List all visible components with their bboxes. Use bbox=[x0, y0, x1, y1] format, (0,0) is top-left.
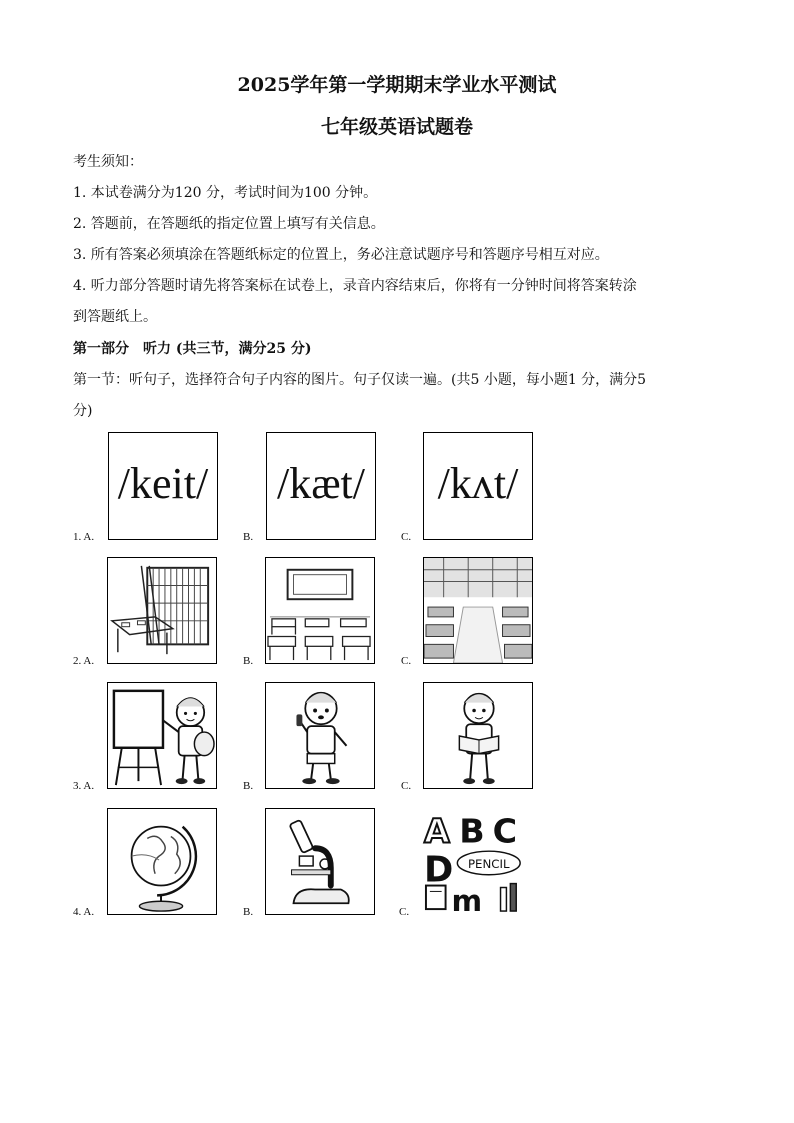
q3-option-b-image[interactable] bbox=[265, 682, 375, 789]
q4-label-a: 4. A. bbox=[73, 906, 95, 918]
globe-icon bbox=[108, 809, 216, 914]
q1-option-a-image[interactable] bbox=[108, 432, 218, 540]
q4-option-b-image[interactable] bbox=[265, 808, 375, 915]
q2-label-c: C. bbox=[401, 655, 412, 667]
notice-3: 3. 所有答案必须填涂在答题纸标定的位置上，务必注意试题序号和答题序号相互对应。 bbox=[73, 247, 609, 263]
part-one-heading: 第一部分 听力 (共三节，满分25 分) bbox=[73, 341, 312, 357]
notice-4-cont: 到答题纸上。 bbox=[73, 309, 157, 325]
alphabet-pencil-icon bbox=[422, 809, 530, 914]
pencil-bubble-text: PENCIL bbox=[467, 856, 510, 871]
boy-reading-icon bbox=[424, 683, 532, 788]
q3-option-c-image[interactable] bbox=[423, 682, 533, 789]
q3-option-a-image[interactable] bbox=[107, 682, 217, 789]
boy-painting-icon bbox=[108, 683, 216, 788]
letter-m: m bbox=[451, 884, 483, 914]
q2-option-c-image[interactable] bbox=[423, 557, 533, 664]
notice-heading: 考生须知： bbox=[73, 154, 143, 170]
q4-option-a-image[interactable] bbox=[107, 808, 217, 915]
microscope-icon bbox=[266, 809, 374, 914]
phonetic-kaet: /kæt/ bbox=[276, 459, 366, 508]
exam-title: 2025学年第一学期期末学业水平测试 bbox=[237, 74, 557, 96]
dining-hall-icon bbox=[424, 558, 532, 663]
q4-option-c-image[interactable] bbox=[421, 808, 531, 915]
q1-option-c-image[interactable] bbox=[423, 432, 533, 540]
notice-4: 4. 听力部分答题时请先将答案标在试卷上，录音内容结束后，你将有一分钟时间将答案转涂 bbox=[73, 278, 637, 294]
letter-b: B bbox=[459, 811, 485, 851]
exam-subtitle: 七年级英语试题卷 bbox=[320, 116, 473, 138]
q1-label-b: B. bbox=[243, 531, 254, 543]
q4-label-b: B. bbox=[243, 906, 254, 918]
notice-2: 2. 答题前，在答题纸的指定位置上填写有关信息。 bbox=[73, 216, 385, 232]
q1-option-b-image[interactable] bbox=[266, 432, 376, 540]
section-one-instruction-cont: 分) bbox=[73, 403, 93, 419]
phonetic-keit: /keit/ bbox=[117, 459, 209, 508]
classroom-icon bbox=[266, 558, 374, 663]
q3-label-a: 3. A. bbox=[73, 780, 95, 792]
q2-option-b-image[interactable] bbox=[265, 557, 375, 664]
notice-1: 1. 本试卷满分为120 分，考试时间为100 分钟。 bbox=[73, 185, 378, 201]
letter-d: D bbox=[423, 849, 454, 891]
phonetic-kut: /kʌt/ bbox=[437, 459, 519, 508]
q4-label-c: C. bbox=[399, 906, 410, 918]
letter-a: A bbox=[423, 811, 450, 851]
q2-option-a-image[interactable] bbox=[107, 557, 217, 664]
q2-label-a: 2. A. bbox=[73, 655, 95, 667]
library-icon bbox=[108, 558, 216, 663]
q2-label-b: B. bbox=[243, 655, 254, 667]
section-one-instruction: 第一节：听句子，选择符合句子内容的图片。句子仅读一遍。(共5 小题，每小题1 分，满分5 bbox=[73, 372, 647, 388]
q3-label-c: C. bbox=[401, 780, 412, 792]
q1-label-a: 1. A. bbox=[73, 531, 95, 543]
q3-label-b: B. bbox=[243, 780, 254, 792]
boy-singing-icon bbox=[266, 683, 374, 788]
q1-label-c: C. bbox=[401, 531, 412, 543]
letter-c: C bbox=[492, 811, 518, 851]
